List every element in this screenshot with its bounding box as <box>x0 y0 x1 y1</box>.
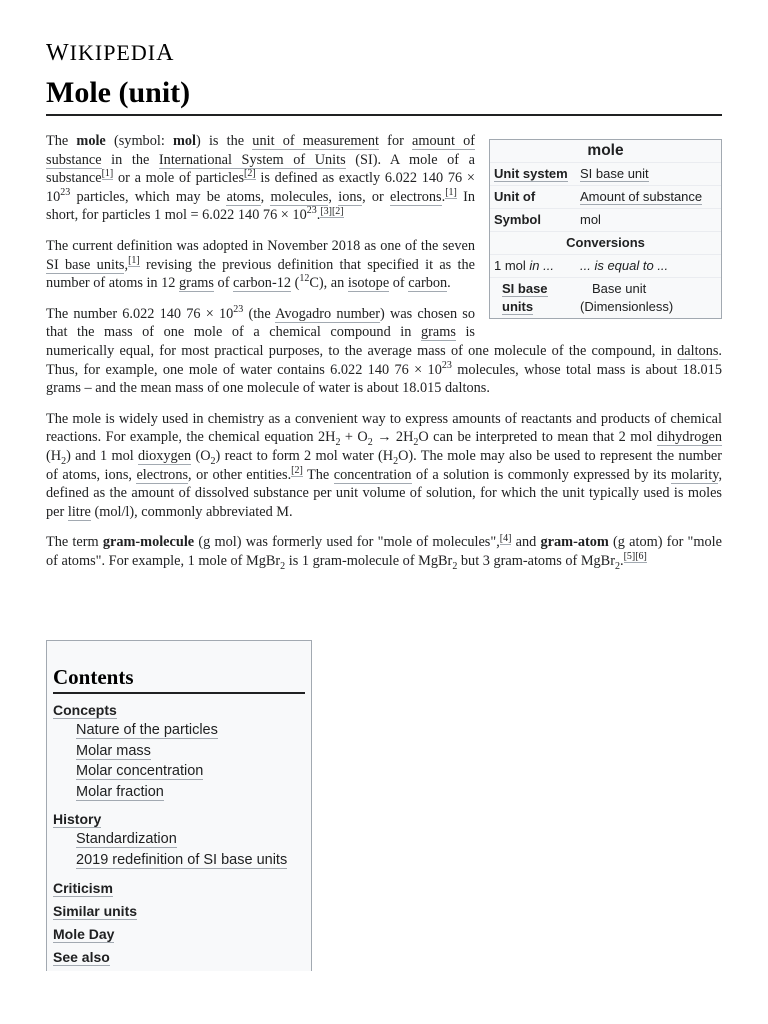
concentration-link[interactable]: concentration <box>333 466 412 483</box>
carbon-link[interactable]: carbon <box>408 275 448 292</box>
toc-subitem: Molar mass <box>76 742 151 759</box>
infobox-row-unit-system <box>490 162 721 185</box>
ref-1[interactable]: [1] <box>445 187 457 199</box>
toc-subitem: Standardization <box>76 831 177 848</box>
amount-of-substance-link[interactable]: Amount of substance <box>580 189 703 204</box>
daltons-link[interactable]: daltons <box>677 342 719 359</box>
infobox <box>489 139 722 319</box>
atoms-link[interactable]: atoms <box>226 188 261 205</box>
ref-5-6[interactable]: [5][6] <box>623 551 647 563</box>
grams-link[interactable]: grams <box>179 275 214 292</box>
ref-2[interactable]: [2] <box>244 168 256 180</box>
toc-item-see-also: See also <box>53 948 110 965</box>
paragraph-gram-molecule: The term gram-molecule (g mol) was formerly used for "mole of molecules",[4] and gram-atom (g atom) for "mole of atoms". For example, 1 mole of MgBr$_2$ is 1 gram-molecule of MgBr$_2$ but 3 gram-atoms of MgBr$_2$.[5][6] <box>46 532 722 572</box>
toc-item-concepts: Concepts <box>53 702 117 718</box>
si-link[interactable]: International System of Units <box>158 151 346 168</box>
electrons-link[interactable]: electrons <box>390 188 442 205</box>
wikipedia-wordmark[interactable]: WIKIPEDIA <box>46 40 175 66</box>
electrons-link[interactable]: electrons <box>136 466 189 483</box>
toc-item-mole-day: Mole Day <box>53 925 115 942</box>
infobox-title: mole <box>587 142 624 159</box>
article-body <box>46 132 722 582</box>
toc-subitem: Molar concentration <box>76 763 204 780</box>
page-title: Mole (unit) <box>46 76 722 116</box>
dihydrogen-link[interactable]: dihydrogen <box>656 429 723 446</box>
toc-subitem: Nature of the particles <box>76 722 218 738</box>
paragraph-definition: The current definition was adopted in November 2018 as one of the seven SI base units,[1] revising the previous definition that specified it as the number of atoms in 12 grams of carbon-12 ($^{12}$C), an isotope of carbon. <box>46 237 475 292</box>
avogadro-number-link[interactable]: Avogadro number <box>275 305 381 322</box>
toc-item-criticism: Criticism <box>53 879 113 896</box>
si-base-unit-link[interactable]: SI base unit <box>580 166 649 181</box>
toc-subitem: Molar fraction <box>76 783 164 800</box>
ref-4[interactable]: [4] <box>499 532 512 544</box>
toc-item-history: History <box>53 811 102 828</box>
molarity-link[interactable]: molarity <box>670 466 719 483</box>
amount-of-substance-link[interactable]: amount of substance <box>46 133 475 168</box>
infobox-row-conversion: 1 mol in ... ... is equal to ... <box>490 254 721 277</box>
paragraph-usage: The mole is widely used in chemistry as a convenient way to express amounts of reactants and products of chemical reactions. For example, the chemical equation $2H_2 + O_2 \to 2H_2O$ can be interpreted to mean that 2 mol dihydrogen $(H_2)$ and 1 mol dioxygen $(O_2)$ react to form 2 mol water $(H_2O)$. The mole may also be used to represent the number of atoms, ions, electrons, or other entities.[2] The concentration of a solution is commonly expressed by its molarity, defined as the amount of dissolved substance per unit volume of solution, for which the unit typically used is moles per litre (mol/l), commonly abbreviated M. <box>46 410 723 520</box>
paragraph-intro: The mole (symbol: mol) is the unit of measurement for amount of substance in the International System of Units (SI). A mole of a substance[1] or a mole of particles[2] is defined as exactly 6.022 140 $76 \times 10^{23}$ particles, which may be atoms, molecules, ions, or electrons.[1] In short, for particles 1 mol = 6.022 140 $76 \times 10^{23}.[3][2]$ <box>46 133 476 224</box>
ref-1[interactable]: [1] <box>128 254 140 266</box>
table-of-contents <box>46 640 312 971</box>
si-base-units-link[interactable]: SI base units <box>46 256 125 273</box>
infobox-row-si-base-units: SI base units Base unit (Dimensionless) <box>490 277 721 318</box>
infobox-conversions-header: Conversions <box>490 231 721 254</box>
infobox-row-symbol: Symbol mol <box>490 208 721 231</box>
carbon-12-link[interactable]: carbon-12 <box>233 275 292 292</box>
unit-of-measurement-link[interactable]: unit of measurement <box>252 133 380 149</box>
unit-system-link[interactable]: Unit system <box>494 166 568 181</box>
infobox-row-unit-of: Unit of Amount of substance <box>490 185 721 208</box>
si-base-units-link[interactable]: SI base units <box>502 281 548 314</box>
ref-3-2[interactable]: [3][2] <box>320 205 344 217</box>
paragraph-avogadro: The number 6.022 140 $76 \times 10^{23}$ (the Avogadro number) was chosen so that the mass of one mole of a chemical compound in grams is numerically equal, for most practical purposes, to the average mass of one molecule of the compound, in daltons. Thus, for example, one mole of water contains 6.022 140 $76 \times 10^{23}$ molecules, whose total mass is about 18.015 grams – and the mean mass of one molecule of water is about 18.015 daltons. <box>46 303 722 397</box>
grams-link[interactable]: grams <box>420 324 456 341</box>
dioxygen-link[interactable]: dioxygen <box>137 447 192 464</box>
molecules-link[interactable]: molecules <box>270 188 329 205</box>
isotope-link[interactable]: isotope <box>347 275 390 292</box>
litre-link[interactable]: litre <box>67 503 91 520</box>
ref-2[interactable]: [2] <box>291 464 303 476</box>
ref-1[interactable]: [1] <box>101 168 114 180</box>
ions-link[interactable]: ions <box>338 188 363 205</box>
toc-item-similar-units: Similar units <box>53 902 138 919</box>
toc-title: Contents <box>53 665 305 694</box>
toc-subitem: 2019 redefinition of SI base units <box>76 851 288 868</box>
